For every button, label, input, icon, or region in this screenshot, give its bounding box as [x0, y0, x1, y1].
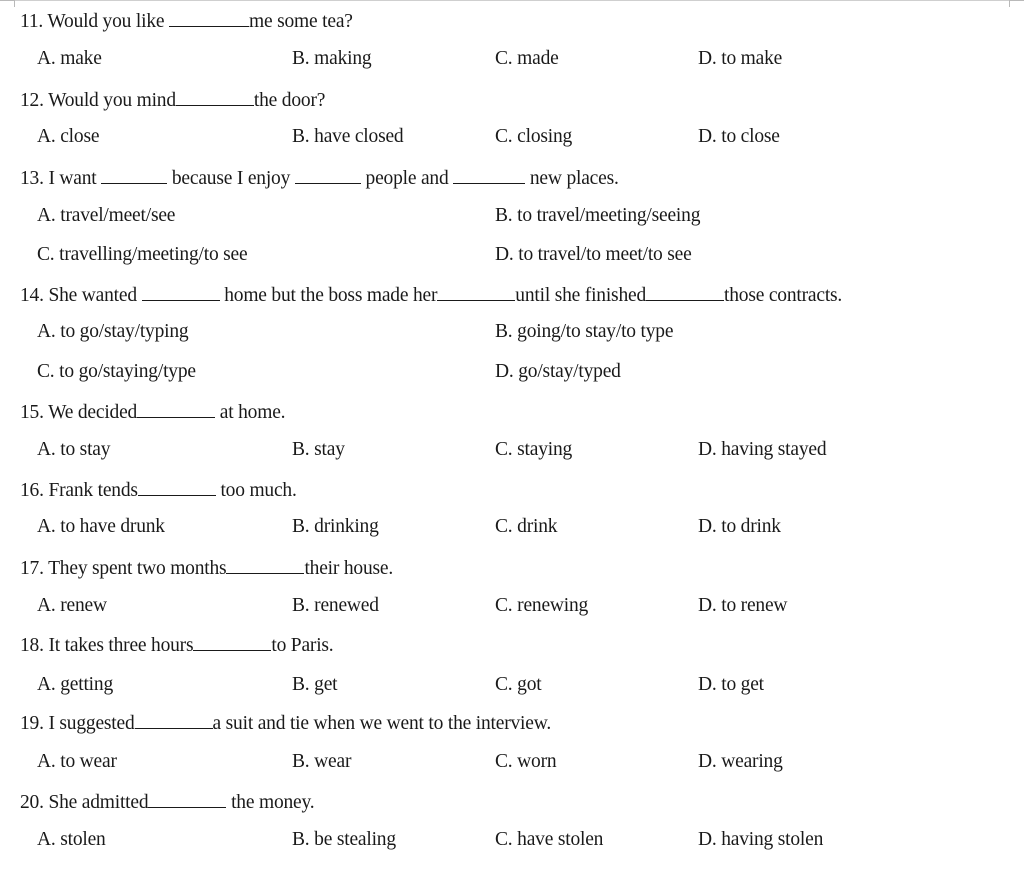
- question-16: [20, 477, 297, 503]
- page-corner-mark-left: [0, 0, 15, 7]
- option-a: A. to stay: [37, 439, 111, 460]
- question-text: the money.: [226, 792, 315, 813]
- option-b: B. have closed: [292, 126, 404, 147]
- question-text: 15. We decided: [20, 402, 138, 423]
- option-a: A. to wear: [37, 751, 117, 772]
- answer-blank: [137, 399, 215, 418]
- option-c: C. made: [495, 48, 559, 69]
- option-c: C. to go/staying/type: [37, 361, 196, 382]
- option-b: B. making: [292, 48, 372, 69]
- answer-blank: [176, 87, 254, 106]
- option-b: B. wear: [292, 751, 352, 772]
- option-a: A. getting: [37, 674, 113, 695]
- answer-blank: [437, 282, 515, 301]
- question-text: at home.: [215, 402, 286, 423]
- question-20: [20, 789, 314, 815]
- option-d: D. having stayed: [698, 439, 827, 460]
- answer-blank: [169, 8, 249, 27]
- option-a: A. travel/meet/see: [37, 205, 176, 226]
- question-text: their house.: [304, 558, 394, 579]
- option-a: A. close: [37, 126, 100, 147]
- option-a: A. to have drunk: [37, 516, 165, 537]
- question-text: 16. Frank tends: [20, 480, 138, 501]
- option-c: C. staying: [495, 439, 573, 460]
- option-a: A. make: [37, 48, 102, 69]
- option-d: D. to renew: [698, 595, 788, 616]
- question-text: 11. Would you like: [20, 11, 170, 32]
- option-b: B. to travel/meeting/seeing: [495, 205, 701, 226]
- option-c: C. closing: [495, 126, 573, 147]
- option-b: B. going/to stay/to type: [495, 321, 674, 342]
- question-11: [20, 8, 353, 34]
- question-12: [20, 87, 325, 113]
- answer-blank: [226, 555, 304, 574]
- answer-blank: [135, 710, 213, 729]
- question-text: me some tea?: [249, 11, 353, 32]
- question-text: 14. She wanted: [20, 285, 142, 306]
- question-text: those contracts.: [724, 285, 843, 306]
- question-text: to Paris.: [271, 635, 334, 656]
- option-d: D. go/stay/typed: [495, 361, 621, 382]
- option-a: A. renew: [37, 595, 107, 616]
- option-d: D. wearing: [698, 751, 783, 772]
- question-text: the door?: [253, 90, 326, 111]
- option-b: B. get: [292, 674, 338, 695]
- answer-blank: [138, 477, 216, 496]
- question-text: new places.: [525, 168, 619, 189]
- question-18: [20, 632, 333, 658]
- option-b: B. drinking: [292, 516, 379, 537]
- question-text: 12. Would you mind: [20, 90, 176, 111]
- option-c: C. travelling/meeting/to see: [37, 244, 248, 265]
- question-15: [20, 399, 285, 425]
- option-a: A. to go/stay/typing: [37, 321, 189, 342]
- option-b: B. be stealing: [292, 829, 396, 850]
- answer-blank: [101, 165, 167, 184]
- question-text: 18. It takes three hours: [20, 635, 194, 656]
- option-d: D. having stolen: [698, 829, 824, 850]
- option-d: D. to get: [698, 674, 764, 695]
- option-c: C. renewing: [495, 595, 589, 616]
- question-text: 19. I suggested: [20, 713, 135, 734]
- option-b: B. stay: [292, 439, 345, 460]
- question-13: [20, 165, 619, 191]
- option-b: B. renewed: [292, 595, 379, 616]
- answer-blank: [193, 632, 271, 651]
- option-a: A. stolen: [37, 829, 106, 850]
- question-text: people and: [360, 168, 454, 189]
- question-14: [20, 282, 842, 308]
- question-text: 17. They spent two months: [20, 558, 227, 579]
- option-d: D. to make: [698, 48, 783, 69]
- option-c: C. got: [495, 674, 542, 695]
- answer-blank: [148, 789, 226, 808]
- answer-blank: [646, 282, 724, 301]
- option-d: D. to close: [698, 126, 780, 147]
- page-corner-mark-right: [1009, 0, 1024, 7]
- question-19: [20, 710, 551, 736]
- question-text: home but the boss made her: [219, 285, 438, 306]
- answer-blank: [453, 165, 525, 184]
- question-text: a suit and tie when we went to the interview.: [212, 713, 551, 734]
- option-c: C. worn: [495, 751, 557, 772]
- answer-blank: [295, 165, 361, 184]
- option-d: D. to drink: [698, 516, 781, 537]
- answer-blank: [142, 282, 220, 301]
- question-text: too much.: [215, 480, 297, 501]
- option-c: C. drink: [495, 516, 558, 537]
- option-d: D. to travel/to meet/to see: [495, 244, 692, 265]
- question-text: 20. She admitted: [20, 792, 149, 813]
- question-text: until she finished: [515, 285, 647, 306]
- option-c: C. have stolen: [495, 829, 604, 850]
- question-text: 13. I want: [20, 168, 102, 189]
- question-text: because I enjoy: [167, 168, 295, 189]
- question-17: [20, 555, 393, 581]
- page-top-border: [0, 0, 1024, 1]
